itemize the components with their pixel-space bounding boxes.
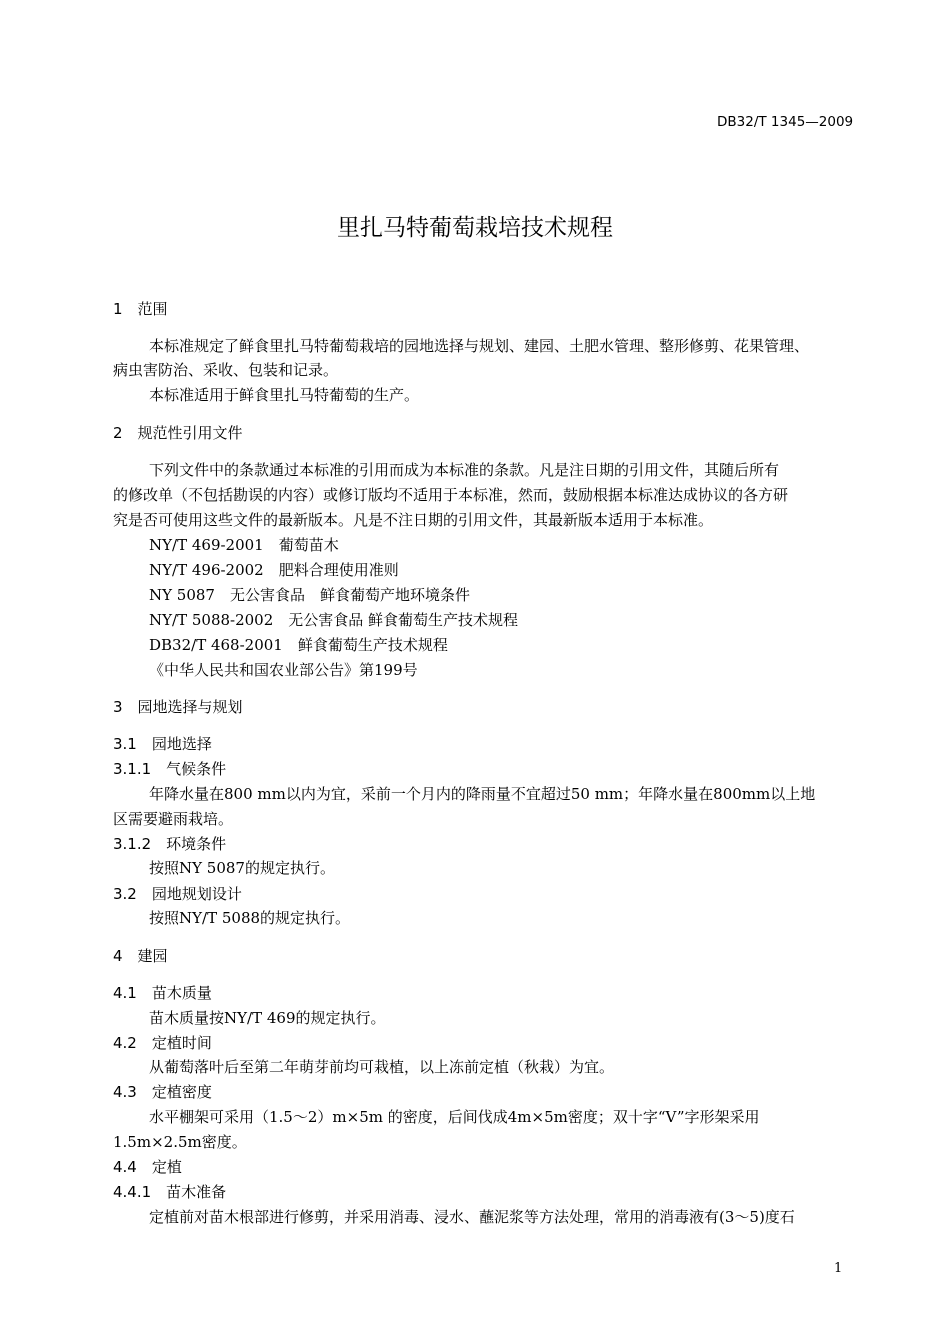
paragraph-line: NY/T 469-2001 葡萄苗木 xyxy=(149,536,339,554)
section-heading: 3.1 园地选择 xyxy=(113,735,212,753)
section-heading: 3.1.1 气候条件 xyxy=(113,760,227,778)
paragraph-line: 下列文件中的条款通过本标准的引用而成为本标准的条款。凡是注日期的引用文件，其随后所有 xyxy=(149,461,780,479)
paragraph-line: 本标准适用于鲜食里扎马特葡萄的生产。 xyxy=(149,386,420,404)
section-heading: 4.2 定植时间 xyxy=(113,1034,212,1052)
paragraph-line: NY/T 5088-2002 无公害食品 鲜食葡萄生产技术规程 xyxy=(149,611,519,629)
paragraph-line: 区需要避雨栽培。 xyxy=(113,810,234,828)
paragraph-line: 究是否可使用这些文件的最新版本。凡是不注日期的引用文件，其最新版本适用于本标准。 xyxy=(113,511,714,529)
section-heading: 4.1 苗木质量 xyxy=(113,984,212,1002)
standard-code: DB32/T 1345—2009 xyxy=(717,114,854,130)
section-heading: 3.1.2 环境条件 xyxy=(113,835,227,853)
paragraph-line: 的修改单（不包括勘误的内容）或修订版均不适用于本标准，然而，鼓励根据本标准达成协议的各方研 xyxy=(113,486,789,504)
section-heading: 3.2 园地规划设计 xyxy=(113,885,242,903)
paragraph-line: 定植前对苗木根部进行修剪，并采用消毒、浸水、蘸泥浆等方法处理，常用的消毒液有(3～5)度石 xyxy=(149,1208,795,1226)
section-heading: 4.4 定植 xyxy=(113,1158,182,1176)
paragraph-line: 《中华人民共和国农业部公告》第199号 xyxy=(149,661,418,679)
section-heading: 3 园地选择与规划 xyxy=(113,698,243,716)
section-heading: 4.4.1 苗木准备 xyxy=(113,1183,227,1201)
paragraph-line: 按照NY/T 5088的规定执行。 xyxy=(149,909,351,927)
section-heading: 2 规范性引用文件 xyxy=(113,424,243,442)
paragraph-line: 苗木质量按NY/T 469的规定执行。 xyxy=(149,1009,386,1027)
section-heading: 4.3 定植密度 xyxy=(113,1083,212,1101)
paragraph-line: 年降水量在800 mm以内为宜，采前一个月内的降雨量不宜超过50 mm；年降水量在800mm以上地 xyxy=(149,785,816,803)
paragraph-line: NY 5087 无公害食品 鲜食葡萄产地环境条件 xyxy=(149,586,470,604)
paragraph-line: NY/T 496-2002 肥料合理使用准则 xyxy=(149,561,399,579)
paragraph-line: 水平棚架可采用（1.5～2）m×5m 的密度，后间伐成4m×5m密度；双十字“V”字形架采用 xyxy=(149,1108,760,1126)
section-heading: 1 范围 xyxy=(113,300,168,318)
paragraph-line: 病虫害防治、采收、包装和记录。 xyxy=(113,361,339,379)
document-title: 里扎马特葡萄栽培技术规程 xyxy=(337,215,613,241)
page-number: 1 xyxy=(834,1261,843,1276)
paragraph-line: 1.5m×2.5m密度。 xyxy=(113,1133,247,1151)
section-heading: 4 建园 xyxy=(113,947,168,965)
paragraph-line: 按照NY 5087的规定执行。 xyxy=(149,859,335,877)
paragraph-line: DB32/T 468-2001 鲜食葡萄生产技术规程 xyxy=(149,636,448,654)
paragraph-line: 本标准规定了鲜食里扎马特葡萄栽培的园地选择与规划、建园、土肥水管理、整形修剪、花果管理、 xyxy=(149,337,810,355)
paragraph-line: 从葡萄落叶后至第二年萌芽前均可栽植，以上冻前定植（秋栽）为宜。 xyxy=(149,1058,615,1076)
